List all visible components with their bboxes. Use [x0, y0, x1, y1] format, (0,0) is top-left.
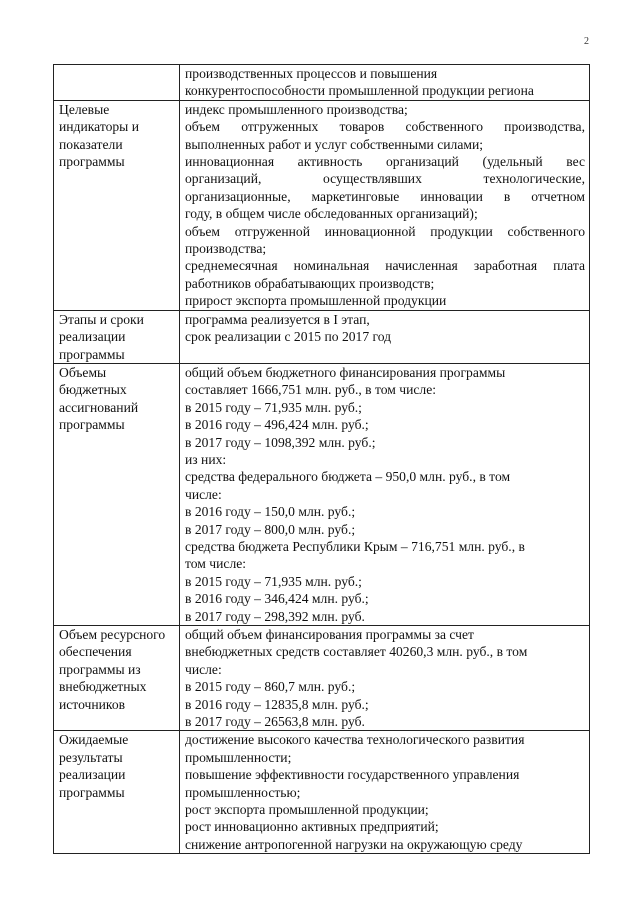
row-value-cell: [180, 310, 590, 363]
row-value-line: в 2015 году – 71,935 млн. руб.;: [185, 399, 362, 415]
row-value-line: том числе:: [185, 556, 247, 572]
table-row: [54, 65, 590, 101]
table-row: [54, 363, 590, 625]
row-value-line: в 2017 году – 800,0 млн. руб.;: [185, 521, 356, 537]
row-value-line: в 2017 году – 298,392 млн. руб.: [185, 608, 365, 624]
row-value-cell: [180, 731, 590, 854]
row-value-line: программа реализуется в I этап,: [185, 311, 370, 327]
row-value-line: в 2017 году – 1098,392 млн. руб.;: [185, 434, 376, 450]
row-value-cell: [180, 65, 590, 101]
row-value-line: году, в общем числе обследованных организаций);: [185, 206, 478, 222]
row-label-cell: [54, 65, 180, 101]
row-value-line: числе:: [185, 486, 222, 502]
row-value-line: составляет 1666,751 млн. руб., в том числе:: [185, 382, 437, 398]
row-value-line: снижение антропогенной нагрузки на окружающую среду: [185, 836, 523, 852]
row-value-line: в 2016 году – 150,0 млн. руб.;: [185, 504, 356, 520]
row-value-cell: [180, 363, 590, 625]
row-value-line: индекс промышленного производства;: [185, 101, 408, 117]
row-value-line: рост инновационно активных предприятий;: [185, 819, 439, 835]
row-value-line: из них:: [185, 451, 227, 467]
row-label-line: Ожидаемые: [59, 732, 129, 748]
row-value-line: средства бюджета Республики Крым – 716,751 млн. руб., в: [185, 538, 525, 554]
row-value-line: в 2017 году – 26563,8 млн. руб.: [185, 714, 365, 730]
row-label-line: программы: [59, 154, 125, 170]
row-label-line: программы: [59, 784, 125, 800]
row-value-line: конкурентоспособности промышленной продукции региона: [185, 83, 534, 99]
row-value-cell: [180, 100, 590, 310]
row-value-line: срок реализации с 2015 по 2017 год: [185, 329, 392, 345]
row-value-line: числе:: [185, 661, 222, 677]
row-label-line: внебюджетных: [59, 679, 147, 695]
table-row: [54, 731, 590, 854]
row-value-line: инновационная активность организаций (удельный вес: [185, 154, 585, 170]
row-label-cell: [54, 626, 180, 731]
row-value-line: в 2015 году – 860,7 млн. руб.;: [185, 679, 356, 695]
page-number: 2: [584, 36, 589, 47]
row-value-line: в 2016 году – 12835,8 млн. руб.;: [185, 696, 369, 712]
row-label-line: Объемы: [59, 364, 107, 380]
row-label-line: Объем ресурсного: [59, 627, 166, 642]
row-value-line: объем отгруженных товаров собственного производства,: [185, 119, 585, 135]
row-value-line: среднемесячная номинальная начисленная заработная плата: [185, 258, 585, 274]
row-value-line: промышленности;: [185, 749, 292, 765]
row-label-line: программы из: [59, 661, 141, 677]
row-value-cell: [180, 626, 590, 731]
row-value-line: организационные, маркетинговые инновации в отчетном: [185, 188, 585, 204]
row-value-line: работников обрабатывающих производств;: [185, 275, 435, 291]
row-label-line: бюджетных: [59, 382, 127, 398]
row-value-line: в 2015 году – 71,935 млн. руб.;: [185, 573, 362, 589]
row-label-line: результаты: [59, 749, 123, 765]
row-value-line: прирост экспорта промышленной продукции: [185, 293, 447, 309]
row-label-line: Этапы и сроки: [59, 311, 144, 327]
row-label-cell: [54, 100, 180, 310]
row-label-line: индикаторы и: [59, 119, 139, 135]
table-row: [54, 626, 590, 731]
row-value-line: объем отгруженной инновационной продукции собственного: [185, 223, 585, 239]
row-label-cell: [54, 310, 180, 363]
row-value-line: повышение эффективности государственного управления: [185, 767, 520, 783]
row-value-line: общий объем бюджетного финансирования программы: [185, 364, 506, 380]
row-label-cell: [54, 363, 180, 625]
row-value-line: общий объем финансирования программы за счет: [185, 627, 474, 642]
row-value-line: производства;: [185, 241, 267, 257]
row-value-line: средства федерального бюджета – 950,0 млн. руб., в том: [185, 469, 511, 485]
row-value-line: внебюджетных средств составляет 40260,3 млн. руб., в том: [185, 644, 528, 660]
row-value-line: в 2016 году – 346,424 млн. руб.;: [185, 591, 369, 607]
row-label-line: программы: [59, 346, 125, 362]
row-value-line: промышленностью;: [185, 784, 301, 800]
table-row: [54, 310, 590, 363]
row-value-line: организаций, осуществлявших технологические,: [185, 171, 585, 187]
row-label-line: реализации: [59, 767, 126, 783]
row-label-line: показатели: [59, 136, 123, 152]
row-value-line: достижение высокого качества технологического развития: [185, 732, 525, 748]
row-label-line: Целевые: [59, 101, 110, 117]
table-row: [54, 100, 590, 310]
row-value-line: рост экспорта промышленной продукции;: [185, 802, 429, 818]
row-value-line: производственных процессов и повышения: [185, 66, 438, 81]
row-value-line: в 2016 году – 496,424 млн. руб.;: [185, 417, 369, 433]
row-label-line: реализации: [59, 329, 126, 345]
row-value-line: выполненных работ и услуг собственными силами;: [185, 136, 484, 152]
program-passport-table: [53, 64, 590, 854]
row-label-line: источников: [59, 696, 126, 712]
row-label-line: обеспечения: [59, 644, 132, 660]
row-label-line: ассигнований: [59, 399, 139, 415]
row-label-cell: [54, 731, 180, 854]
row-label-line: программы: [59, 417, 125, 433]
